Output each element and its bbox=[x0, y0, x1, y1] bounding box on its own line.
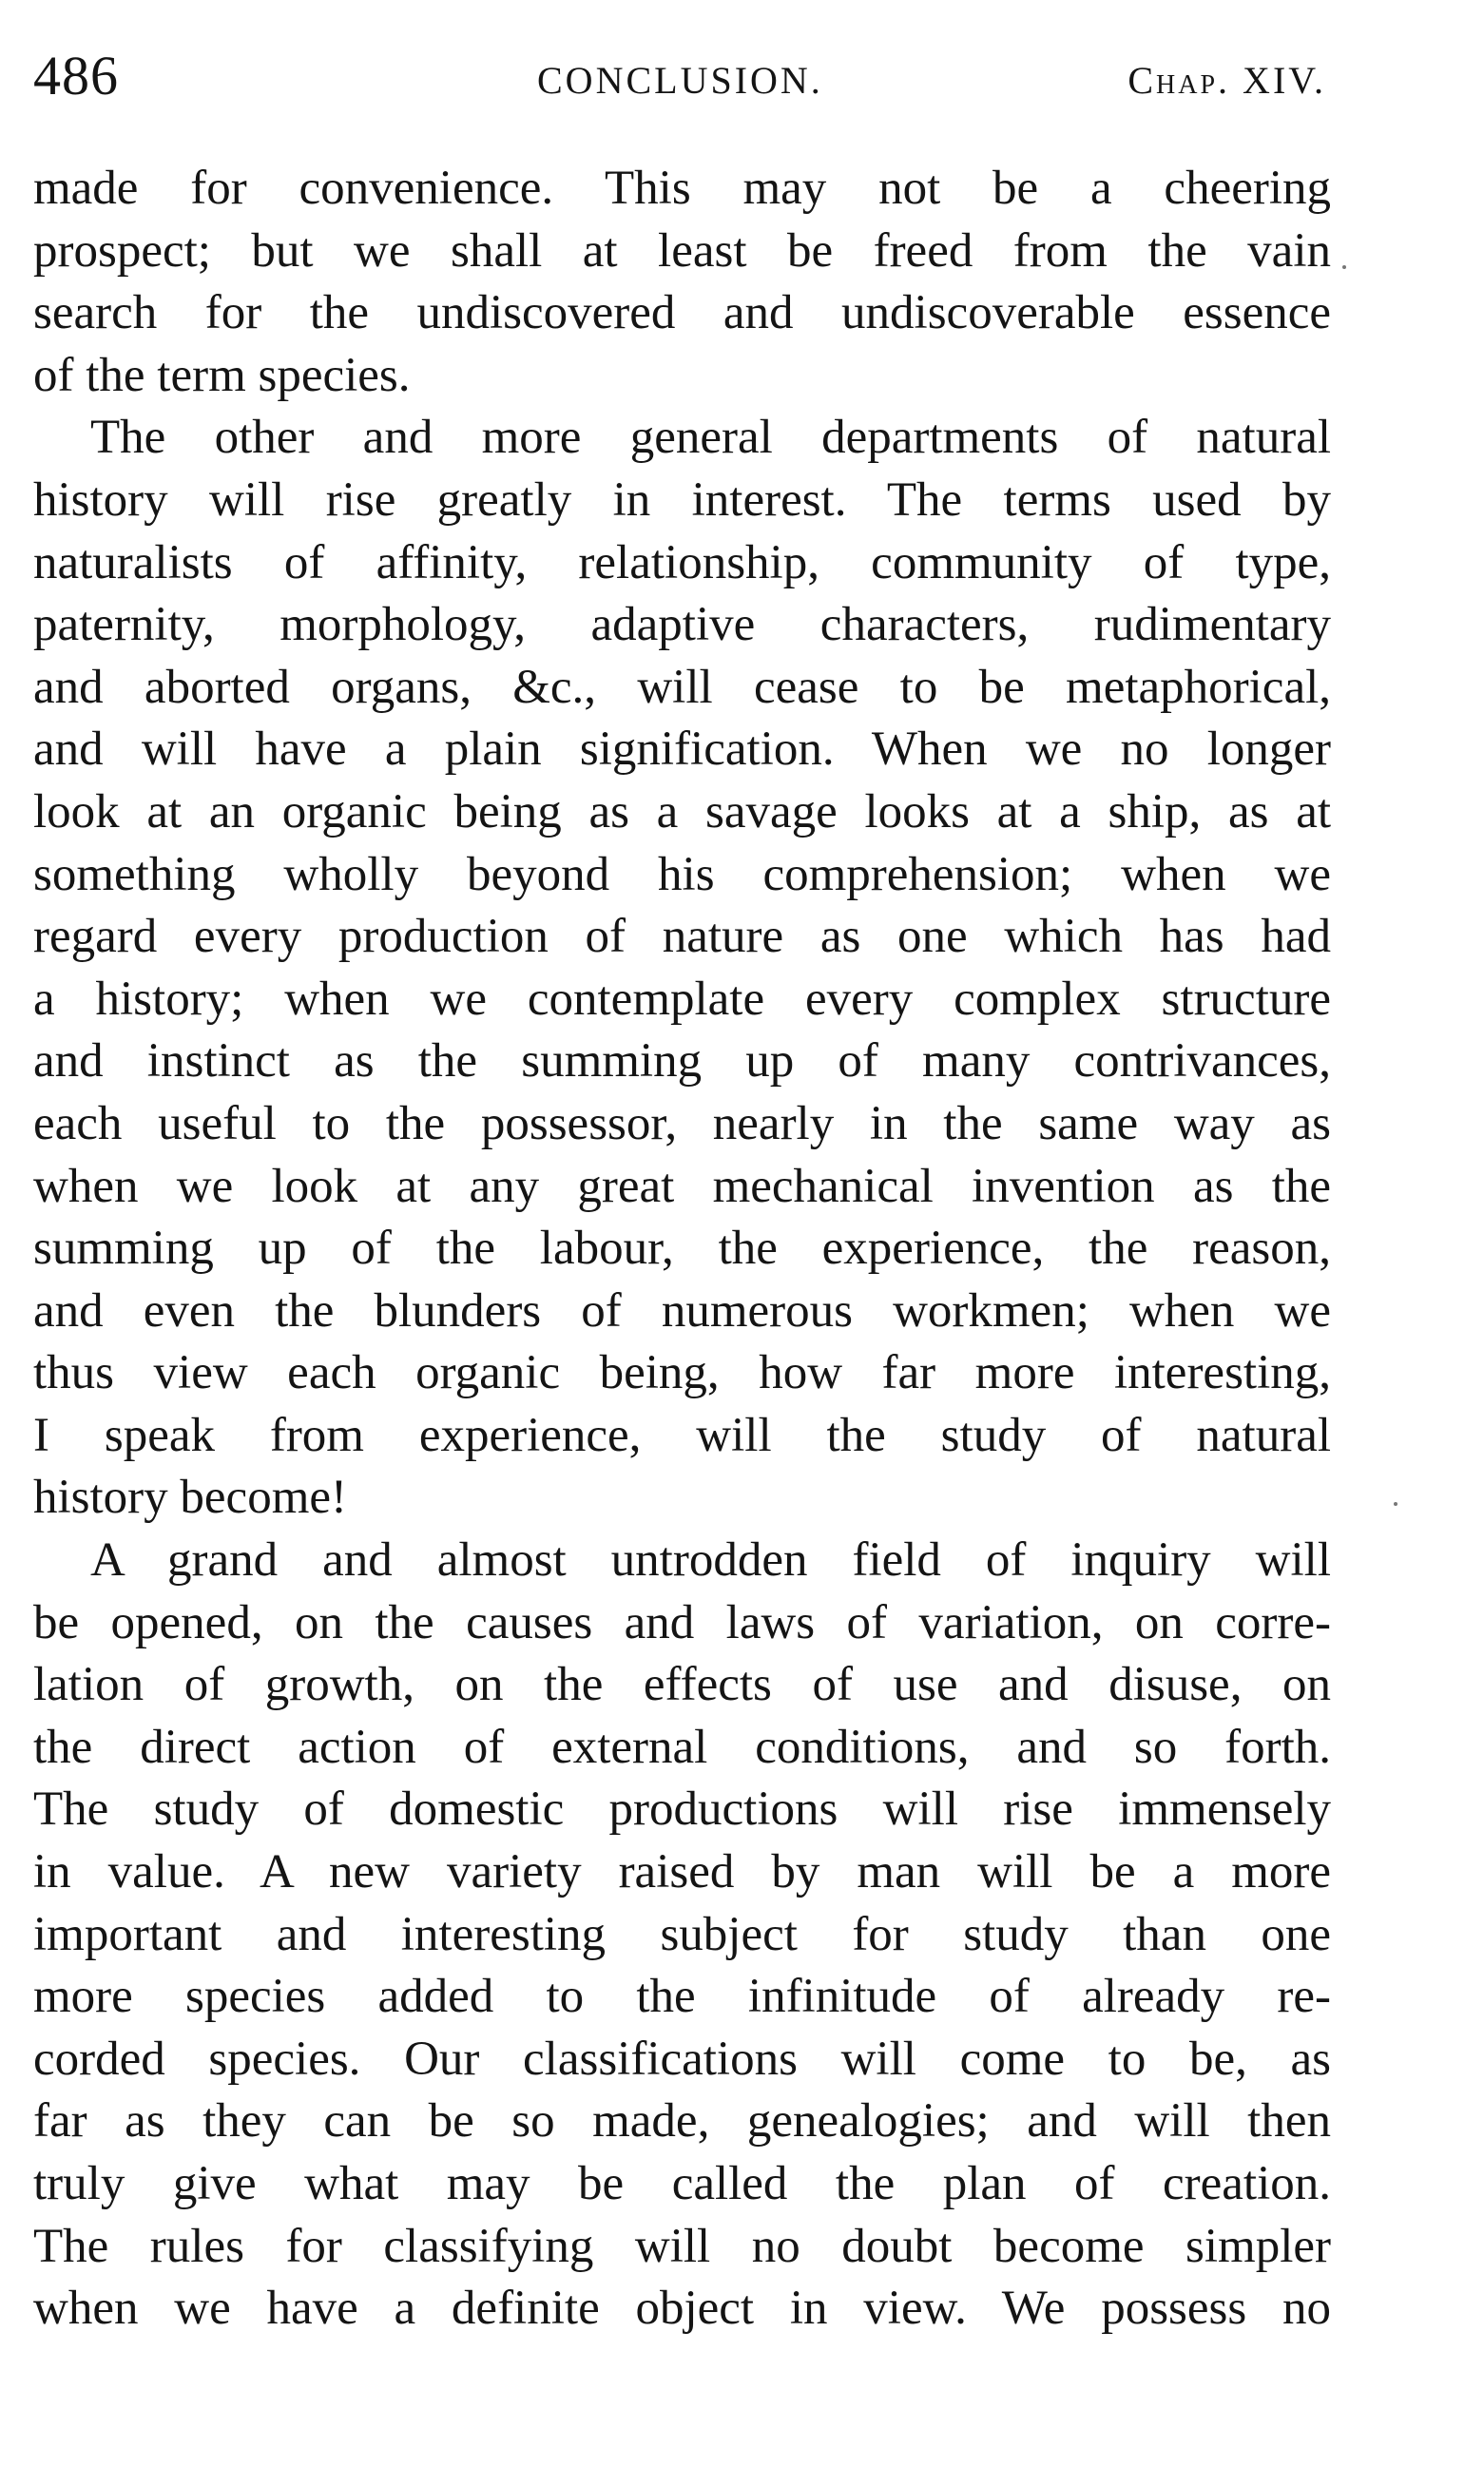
text-line: The rules for classifying will no doubt become simpler bbox=[33, 2219, 1331, 2273]
text-line: corded species. Our classifications will come to be, as bbox=[33, 2032, 1331, 2086]
text-line: regard every production of nature as one which has had bbox=[33, 910, 1331, 964]
text-line: thus view each organic being, how far more interesting, bbox=[33, 1346, 1331, 1400]
text-line: and aborted organs, &c., will cease to be metaphorical, bbox=[33, 660, 1331, 714]
text-line: A grand and almost untrodden field of inquiry will bbox=[90, 1533, 1331, 1588]
text-line: something wholly beyond his comprehension; when we bbox=[33, 847, 1331, 901]
text-line: more species added to the infinitude of already re- bbox=[33, 1970, 1331, 2024]
text-line: of the term species. bbox=[33, 348, 411, 402]
text-line: and will have a plain signification. When we no longer bbox=[33, 723, 1331, 777]
text-line: when we look at any great mechanical invention as the bbox=[33, 1159, 1331, 1213]
text-line: a history; when we contemplate every complex structure bbox=[33, 972, 1331, 1026]
text-line: The study of domestic productions will rise immensely bbox=[33, 1783, 1331, 1837]
text-line: look at an organic being as a savage looks at a ship, as at bbox=[33, 784, 1331, 838]
body-text bbox=[33, 158, 1331, 2341]
print-speck bbox=[1394, 1502, 1397, 1506]
text-line: paternity, morphology, adaptive characters, rudimentary bbox=[33, 598, 1331, 652]
page-number: 486 bbox=[33, 45, 119, 106]
text-line: history become! bbox=[33, 1471, 347, 1525]
text-line: important and interesting subject for study than one bbox=[33, 1907, 1331, 1961]
text-line: and instinct as the summing up of many contrivances, bbox=[33, 1034, 1331, 1089]
text-line: made for convenience. This may not be a cheering bbox=[33, 162, 1331, 215]
text-line: and even the blunders of numerous workmen; when we bbox=[33, 1283, 1331, 1338]
text-line: summing up of the labour, the experience, the reason, bbox=[33, 1222, 1331, 1276]
text-line: in value. A new variety raised by man will be a more bbox=[33, 1845, 1331, 1899]
text-line: the direct action of external conditions, and so forth. bbox=[33, 1720, 1331, 1774]
text-line: search for the undiscovered and undiscoverable essence bbox=[33, 286, 1331, 340]
text-line: lation of growth, on the effects of use and disuse, on bbox=[33, 1658, 1331, 1712]
text-line: truly give what may be called the plan of creation. bbox=[33, 2157, 1331, 2210]
text-line: be opened, on the causes and laws of variation, on corre- bbox=[33, 1595, 1331, 1649]
chapter-label: Chap. XIV. bbox=[1127, 59, 1326, 102]
print-speck bbox=[1342, 265, 1346, 269]
text-line: naturalists of affinity, relationship, community of type, bbox=[33, 535, 1331, 589]
text-line: when we have a definite object in view. We possess no bbox=[33, 2282, 1331, 2336]
text-line: far as they can be so made, genealogies; and will then bbox=[33, 2094, 1331, 2149]
running-title: CONCLUSION. bbox=[537, 59, 823, 102]
text-line: history will rise greatly in interest. The terms used by bbox=[33, 472, 1331, 527]
page-header bbox=[33, 38, 1326, 114]
text-line: The other and more general departments of natural bbox=[90, 411, 1331, 465]
text-line: prospect; but we shall at least be freed from the vain bbox=[33, 223, 1331, 278]
text-line: I speak from experience, will the study of natural bbox=[33, 1408, 1331, 1462]
text-line: each useful to the possessor, nearly in the same way as bbox=[33, 1096, 1331, 1150]
